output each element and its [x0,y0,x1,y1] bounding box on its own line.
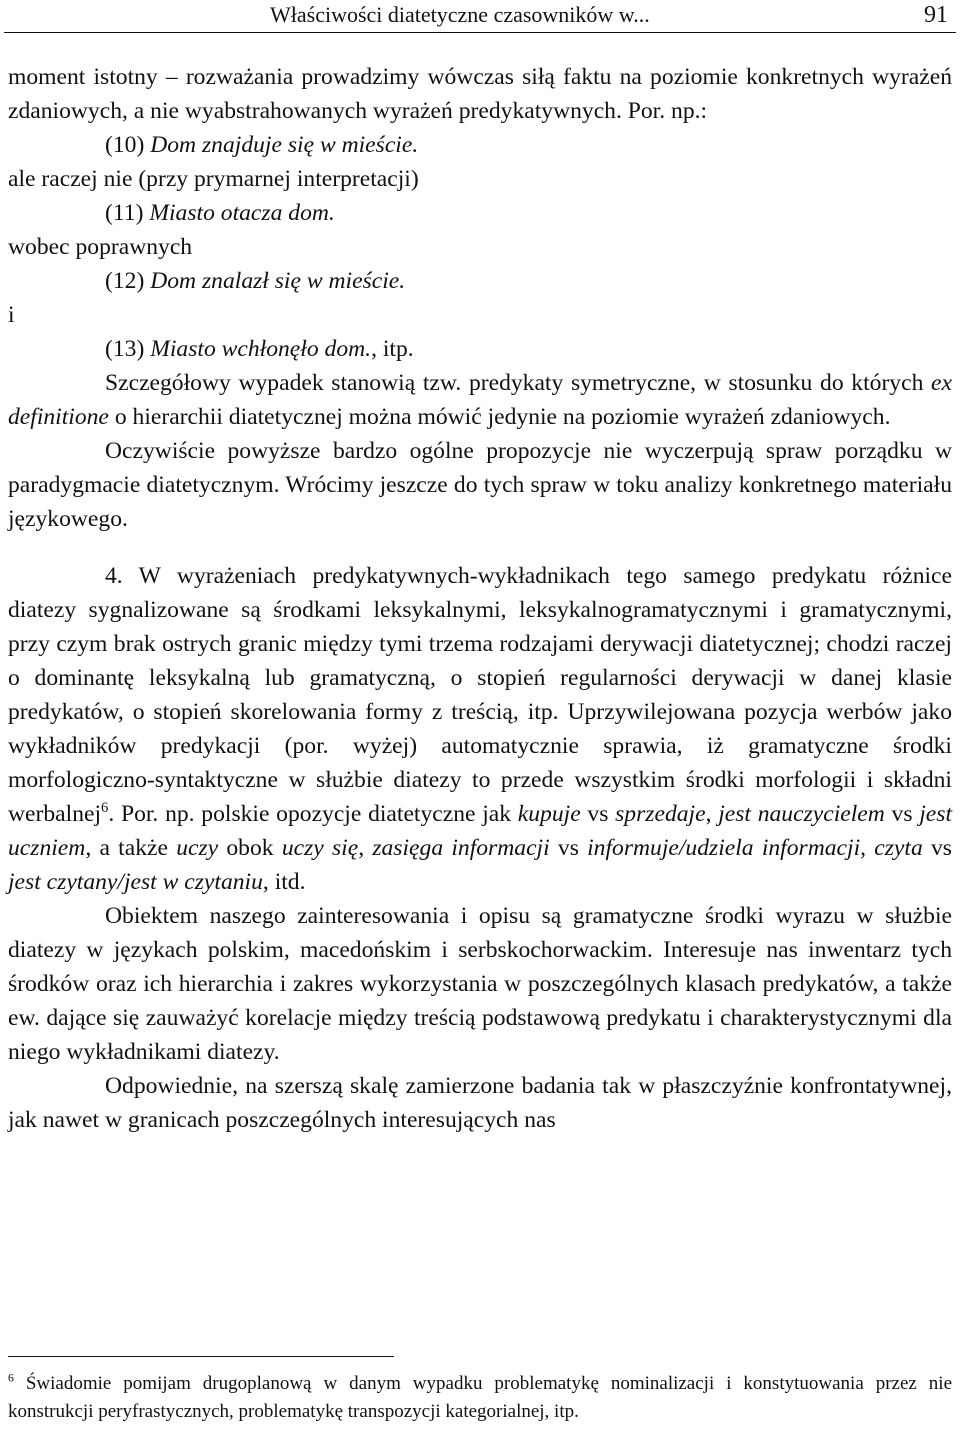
section-4-paragraph [8,559,952,899]
footnote-text: Świadomie pomijam drugoplanową w danym wypadku problematykę nominalizacji i konstytuowania przez nie konstrukcji peryfrastycznych, problematykę transpozycji kategorialnej, itp. [8,1373,952,1422]
example-term: informuje/udziela informacji [587,835,861,861]
paragraph-research-object: Obiektem naszego zainteresowania i opisu są gramatyczne środki wyrazu w służbie diatezy w językach polskim, macedońskim i serbskochorwackim. Interesuje nas inwentarz tych środków oraz ich hierarchia i zakres wykorzystania w poszczególnych klasach predykatów, a także ew. dające się zauważyć korelacje między treścią podstawową predykatu i charakterystycznymi dla niego wykładnikami diatezy. [8,903,952,1065]
example-sentence: Miasto otacza dom. [149,200,335,226]
text-run: , a także [85,835,177,861]
example-sentence: Miasto wchłonęło dom. [150,336,372,362]
text-run: obok [218,835,282,861]
text-run: vs [884,801,920,827]
example-term: jest czytany/jest w czytaniu [8,869,263,895]
example-number: (11) [105,200,150,226]
text-run: vs [922,835,952,861]
text-run: , itd. [262,869,306,895]
text-run: vs [549,835,588,861]
footnote-marker: 6 [8,1371,14,1385]
paragraph-research-scope: Odpowiednie, na szerszą skalę zamierzone badania tak w płaszczyźnie konfrontatywnej, jak nawet w granicach poszczególnych interesujących nas [8,1073,952,1133]
page-number: 91 [924,2,948,28]
example-term: jest uczniem [8,801,953,861]
example-term: uczy [176,835,219,861]
example-term: sprzedaje [615,801,706,827]
example-number: (12) [105,268,151,294]
paragraph-conclusion: Oczywiście powyższe bardzo ogólne propozycje nie wyczerpują spraw porządku w paradygmacie diatetycznym. Wrócimy jeszcze do tych spraw w toku analizy konkretnego materiału językowego. [8,438,952,532]
example-10 [105,128,952,162]
example-term: czyta [874,835,923,861]
example-11 [105,196,952,230]
text-run: o hierarchii diatetycznej można mówić jedynie na poziomie wyrażeń zdaniowych. [108,404,891,430]
example-term: zasięga informacji [372,835,550,861]
example-number: (10) [105,132,151,158]
example-sentence: Dom znajduje się w mieście. [150,132,419,158]
text-run: , [860,835,875,861]
footnote [8,1370,952,1426]
example-term: uczy się [281,835,359,861]
latin-term: ex definitione [8,370,952,430]
connector-line: ale raczej nie (przy prymarnej interpretacji) [8,166,419,192]
example-term: kupuje [517,801,581,827]
footnote-rule [8,1356,394,1357]
text-run: . Por. np. polskie opozycje diatetyczne jak [108,801,518,827]
main-text [8,60,952,1137]
text-run: , [358,835,373,861]
example-sentence: Dom znalazł się w mieście. [150,268,406,294]
connector-line: wobec poprawnych [8,234,193,260]
example-13 [105,332,952,366]
text-run: Szczegółowy wypadek stanowią tzw. predykaty symetryczne, w stosunku do których [105,370,932,396]
example-number: (13) [105,336,151,362]
header-rule [4,32,956,33]
running-head: Właściwości diatetyczne czasowników w... [270,2,650,27]
example-tail: , itp. [371,336,414,362]
example-12 [105,264,952,298]
example-term: jest nauczycielem [718,801,885,827]
page-header [0,0,960,36]
connector-line: i [8,302,15,328]
intro-paragraph: moment istotny – rozważania prowadzimy wówczas siłą faktu na poziomie konkretnych wyrażeń zdaniowych, a nie wyabstrahowanych wyrażeń predykatywnych. Por. np.: [8,64,952,124]
text-run: vs [580,801,616,827]
text-run: 4. W wyrażeniach predykatywnych-wykładnikach tego samego predykatu różnice diatezy sygnalizowane są środkami leksykalnymi, leksykalnogramatycznymi i gramatycznymi, przy czym brak ostrych granic między tymi trzema rodzajami derywacji diatetycznej; chodzi raczej o dominantę leksykalną lub gramatyczną, o stopień regularności derywacji w danej klasie predykatów, o stopień skorelowania formy z treścią, itp. Uprzywilejowana pozycja werbów jako wykładników predykacji (por. wyżej) automatycznie sprawia, iż gramatyczne środki morfologiczno-syntaktyczne w służbie diatezy to przede wszystkim środki morfologii i składni werbalnej [8,563,952,827]
paragraph-symmetric-predicates [8,366,952,434]
footnote-ref: 6 [101,800,109,817]
text-run: , [705,801,719,827]
